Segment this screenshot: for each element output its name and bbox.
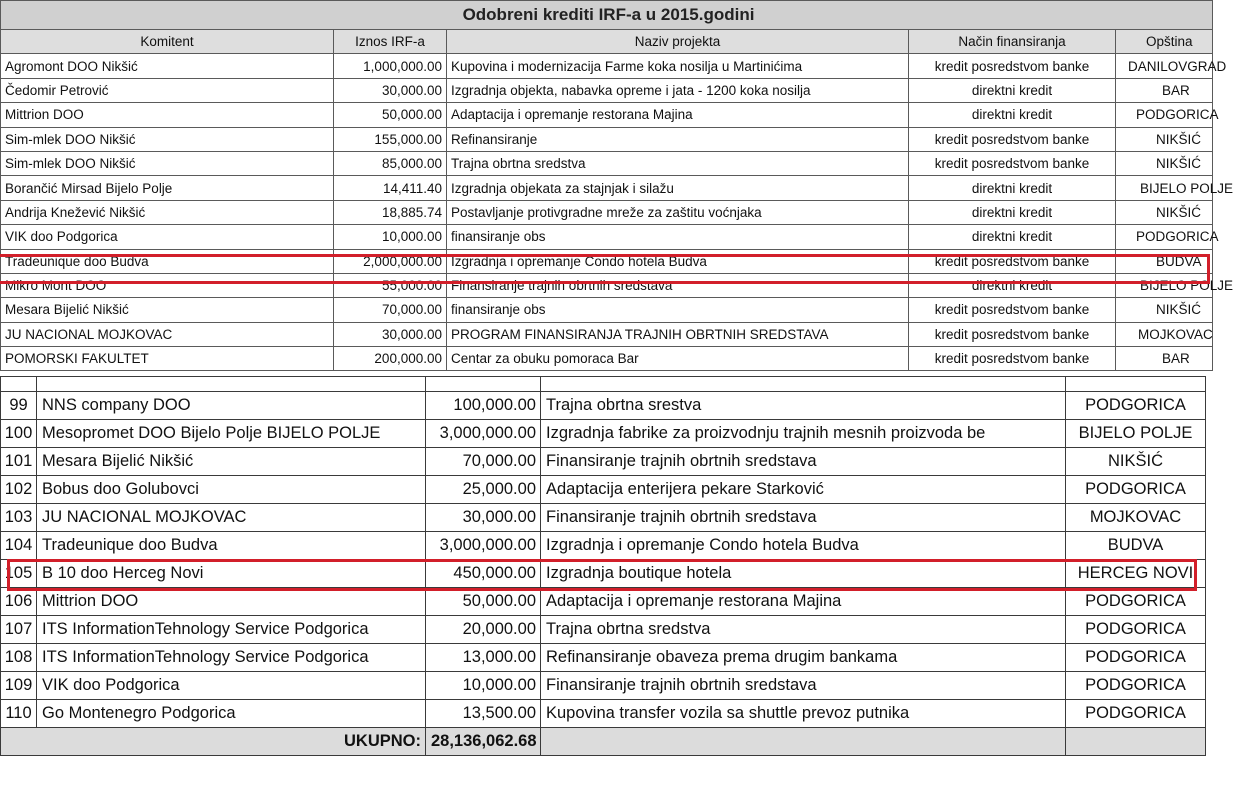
cell-komitent: Čedomir Petrović <box>1 78 334 102</box>
col-header-komitent: Komitent <box>1 30 334 54</box>
cell-komitent: ITS InformationTehnology Service Podgorica <box>37 644 426 672</box>
table-row <box>1 504 1206 532</box>
table-bottom <box>0 376 1206 756</box>
cell-naziv-projekta: Izgradnja i opremanje Condo hotela Budva <box>447 249 909 273</box>
cell-naziv-projekta: Finansiranje trajnih obrtnih sredstava <box>541 448 1066 476</box>
cell-komitent: NNS company DOO <box>37 392 426 420</box>
cell-komitent: Bobus doo Golubovci <box>37 476 426 504</box>
cell-iznos: 25,000.00 <box>426 476 541 504</box>
cell-opstina: PODGORICA <box>1066 588 1206 616</box>
cell-row-number: 99 <box>1 392 37 420</box>
cell-nacin-finansiranja: kredit posredstvom banke <box>909 322 1116 346</box>
cell-iznos: 3,000,000.00 <box>426 532 541 560</box>
table-row <box>1 322 1213 346</box>
table-row <box>1 103 1213 127</box>
cell-iznos: 100,000.00 <box>426 392 541 420</box>
cell-opstina: BUDVA <box>1066 532 1206 560</box>
cell-naziv-projekta: PROGRAM FINANSIRANJA TRAJNIH OBRTNIH SREDSTAVA <box>447 322 909 346</box>
table-row <box>1 476 1206 504</box>
table-row <box>1 560 1206 588</box>
total-row <box>1 728 1206 756</box>
cell-komitent: Tradeunique doo Budva <box>1 249 334 273</box>
cell-naziv-projekta: Izgradnja objekata za stajnjak i silažu <box>447 176 909 200</box>
cell-iznos: 18,885.74 <box>334 200 447 224</box>
cell-nacin-finansiranja: direktni kredit <box>909 273 1116 297</box>
cell-naziv-projekta: Refinansiranje <box>447 127 909 151</box>
cell-naziv-projekta: Trajna obrtna sredstva <box>541 616 1066 644</box>
table-row <box>1 298 1213 322</box>
total-value: 28,136,062.68 <box>426 728 541 756</box>
table-row <box>1 616 1206 644</box>
cell-opstina: MOJKOVAC <box>1116 322 1213 346</box>
cell-iznos: 50,000.00 <box>426 588 541 616</box>
table-row <box>1 151 1213 175</box>
total-label: UKUPNO: <box>1 728 426 756</box>
cell-opstina: PODGORICA <box>1116 225 1213 249</box>
cell-komitent: Sim-mlek DOO Nikšić <box>1 151 334 175</box>
cell-komitent: B 10 doo Herceg Novi <box>37 560 426 588</box>
table-row-highlighted <box>1 532 1206 560</box>
cell-iznos: 450,000.00 <box>426 560 541 588</box>
cell-komitent: JU NACIONAL MOJKOVAC <box>37 504 426 532</box>
cell-naziv-projekta: Finansiranje trajnih obrtnih sredstava <box>541 672 1066 700</box>
cell-iznos: 10,000.00 <box>426 672 541 700</box>
cell-komitent: Mesopromet DOO Bijelo Polje BIJELO POLJE <box>37 420 426 448</box>
cell-opstina: PODGORICA <box>1066 700 1206 728</box>
cell-opstina: PODGORICA <box>1116 103 1213 127</box>
cell-komitent: Sim-mlek DOO Nikšić <box>1 127 334 151</box>
cell-opstina: NIKŠIĆ <box>1116 200 1213 224</box>
cell-row-number: 101 <box>1 448 37 476</box>
cell-iznos: 13,500.00 <box>426 700 541 728</box>
table-row <box>1 644 1206 672</box>
cell-iznos: 30,000.00 <box>334 78 447 102</box>
cell-naziv-projekta: Adaptacija i opremanje restorana Majina <box>447 103 909 127</box>
approved-credits-table-2015 <box>0 0 1233 373</box>
cell-row-number: 103 <box>1 504 37 532</box>
cell-row-number: 106 <box>1 588 37 616</box>
cell-nacin-finansiranja: kredit posredstvom banke <box>909 298 1116 322</box>
cell-iznos: 1,000,000.00 <box>334 54 447 78</box>
cell-naziv-projekta: Kupovina i modernizacija Farme koka nosilja u Martinićima <box>447 54 909 78</box>
cell-naziv-projekta: Refinansiranje obaveza prema drugim bankama <box>541 644 1066 672</box>
cell-opstina: PODGORICA <box>1066 476 1206 504</box>
table-row <box>1 672 1206 700</box>
cell-komitent: VIK doo Podgorica <box>1 225 334 249</box>
cell-naziv-projekta: Finansiranje trajnih obrtnih sredstava <box>541 504 1066 532</box>
cell-row-number: 104 <box>1 532 37 560</box>
table-row <box>1 127 1213 151</box>
col-header-naziv-projekta: Naziv projekta <box>447 30 909 54</box>
cell-row-number: 100 <box>1 420 37 448</box>
cell-opstina: BUDVA <box>1116 249 1213 273</box>
table-row-partial <box>1 377 1206 392</box>
cell-naziv-projekta: Adaptacija enterijera pekare Starković <box>541 476 1066 504</box>
table-top <box>0 0 1233 371</box>
cell-naziv-projekta: Izgradnja fabrike za proizvodnju trajnih mesnih proizvoda be <box>541 420 1066 448</box>
cell-row-number: 108 <box>1 644 37 672</box>
cell-iznos: 20,000.00 <box>426 616 541 644</box>
table-title: Odobreni krediti IRF-a u 2015.godini <box>1 1 1213 30</box>
table-row <box>1 273 1213 297</box>
cell-komitent: Mittrion DOO <box>1 103 334 127</box>
table-row <box>1 448 1206 476</box>
table-row <box>1 200 1213 224</box>
table-row <box>1 176 1213 200</box>
cell-komitent: Go Montenegro Podgorica <box>37 700 426 728</box>
cell-naziv-projekta: Centar za obuku pomoraca Bar <box>447 347 909 371</box>
cell-opstina: DANILOVGRAD <box>1116 54 1213 78</box>
cell-nacin-finansiranja: direktni kredit <box>909 103 1116 127</box>
cell-row-number: 109 <box>1 672 37 700</box>
table-row <box>1 420 1206 448</box>
cell-nacin-finansiranja: direktni kredit <box>909 200 1116 224</box>
cell-opstina: PODGORICA <box>1066 616 1206 644</box>
cell-komitent: JU NACIONAL MOJKOVAC <box>1 322 334 346</box>
cell-iznos: 70,000.00 <box>334 298 447 322</box>
cell-opstina: PODGORICA <box>1066 644 1206 672</box>
cell-komitent: VIK doo Podgorica <box>37 672 426 700</box>
cell-naziv-projekta: Izgradnja i opremanje Condo hotela Budva <box>541 532 1066 560</box>
cell-opstina: HERCEG NOVI <box>1066 560 1206 588</box>
table-row <box>1 392 1206 420</box>
col-header-iznos: Iznos IRF-a <box>334 30 447 54</box>
cell-naziv-projekta: Trajna obrtna sredstva <box>447 151 909 175</box>
cell-iznos: 30,000.00 <box>426 504 541 532</box>
cell-opstina: BIJELO POLJE <box>1116 176 1213 200</box>
cell-nacin-finansiranja: kredit posredstvom banke <box>909 249 1116 273</box>
cell-naziv-projekta: Izgradnja boutique hotela <box>541 560 1066 588</box>
cell-komitent: Borančić Mirsad Bijelo Polje <box>1 176 334 200</box>
cell-opstina: NIKŠIĆ <box>1116 127 1213 151</box>
cell-komitent: Mittrion DOO <box>37 588 426 616</box>
cell-iznos: 50,000.00 <box>334 103 447 127</box>
cell-komitent: POMORSKI FAKULTET <box>1 347 334 371</box>
table-row <box>1 700 1206 728</box>
cell-komitent: Andrija Knežević Nikšić <box>1 200 334 224</box>
cell-naziv-projekta: finansiranje obs <box>447 225 909 249</box>
cell-naziv-projekta: Finansiranje trajnih obrtnih sredstava <box>447 273 909 297</box>
cell-komitent: Mesara Bijelić Nikšić <box>37 448 426 476</box>
cell-iznos: 85,000.00 <box>334 151 447 175</box>
cell-komitent: Mikro Mont DOO <box>1 273 334 297</box>
cell-iznos: 70,000.00 <box>426 448 541 476</box>
cell-iznos: 13,000.00 <box>426 644 541 672</box>
cell-opstina: BIJELO POLJE <box>1066 420 1206 448</box>
cell-nacin-finansiranja: kredit posredstvom banke <box>909 347 1116 371</box>
cell-komitent: ITS InformationTehnology Service Podgorica <box>37 616 426 644</box>
cell-opstina: BAR <box>1116 78 1213 102</box>
cell-nacin-finansiranja: direktni kredit <box>909 225 1116 249</box>
cell-naziv-projekta: Izgradnja objekta, nabavka opreme i jata - 1200 koka nosilja <box>447 78 909 102</box>
cell-row-number: 107 <box>1 616 37 644</box>
cell-nacin-finansiranja: kredit posredstvom banke <box>909 127 1116 151</box>
cell-row-number: 102 <box>1 476 37 504</box>
cell-opstina: BIJELO POLJE <box>1116 273 1213 297</box>
cell-naziv-projekta: finansiranje obs <box>447 298 909 322</box>
cell-naziv-projekta: Trajna obrtna srestva <box>541 392 1066 420</box>
table-row <box>1 347 1213 371</box>
col-header-nacin-finansiranja: Način finansiranja <box>909 30 1116 54</box>
cell-nacin-finansiranja: direktni kredit <box>909 176 1116 200</box>
table-row <box>1 588 1206 616</box>
table-row <box>1 78 1213 102</box>
cell-iznos: 10,000.00 <box>334 225 447 249</box>
cell-opstina: PODGORICA <box>1066 392 1206 420</box>
cell-row-number: 105 <box>1 560 37 588</box>
cell-komitent: Mesara Bijelić Nikšić <box>1 298 334 322</box>
cell-opstina: NIKŠIĆ <box>1116 151 1213 175</box>
approved-credits-table-continued <box>0 390 1200 800</box>
cell-nacin-finansiranja: kredit posredstvom banke <box>909 54 1116 78</box>
cell-iznos: 55,000.00 <box>334 273 447 297</box>
cell-nacin-finansiranja: kredit posredstvom banke <box>909 151 1116 175</box>
cell-naziv-projekta: Postavljanje protivgradne mreže za zaštitu voćnjaka <box>447 200 909 224</box>
col-header-opstina: Opština <box>1116 30 1213 54</box>
cell-komitent: Agromont DOO Nikšić <box>1 54 334 78</box>
cell-iznos: 200,000.00 <box>334 347 447 371</box>
cell-iznos: 155,000.00 <box>334 127 447 151</box>
cell-opstina: NIKŠIĆ <box>1116 298 1213 322</box>
table-row-highlighted <box>1 249 1213 273</box>
cell-iznos: 14,411.40 <box>334 176 447 200</box>
cell-row-number: 110 <box>1 700 37 728</box>
cell-opstina: MOJKOVAC <box>1066 504 1206 532</box>
cell-iznos: 3,000,000.00 <box>426 420 541 448</box>
table-row <box>1 225 1213 249</box>
cell-nacin-finansiranja: direktni kredit <box>909 78 1116 102</box>
cell-opstina: NIKŠIĆ <box>1066 448 1206 476</box>
cell-iznos: 2,000,000.00 <box>334 249 447 273</box>
cell-opstina: BAR <box>1116 347 1213 371</box>
cell-iznos: 30,000.00 <box>334 322 447 346</box>
cell-komitent: Tradeunique doo Budva <box>37 532 426 560</box>
cell-naziv-projekta: Adaptacija i opremanje restorana Majina <box>541 588 1066 616</box>
table-row <box>1 54 1213 78</box>
cell-opstina: PODGORICA <box>1066 672 1206 700</box>
cell-naziv-projekta: Kupovina transfer vozila sa shuttle prevoz putnika <box>541 700 1066 728</box>
